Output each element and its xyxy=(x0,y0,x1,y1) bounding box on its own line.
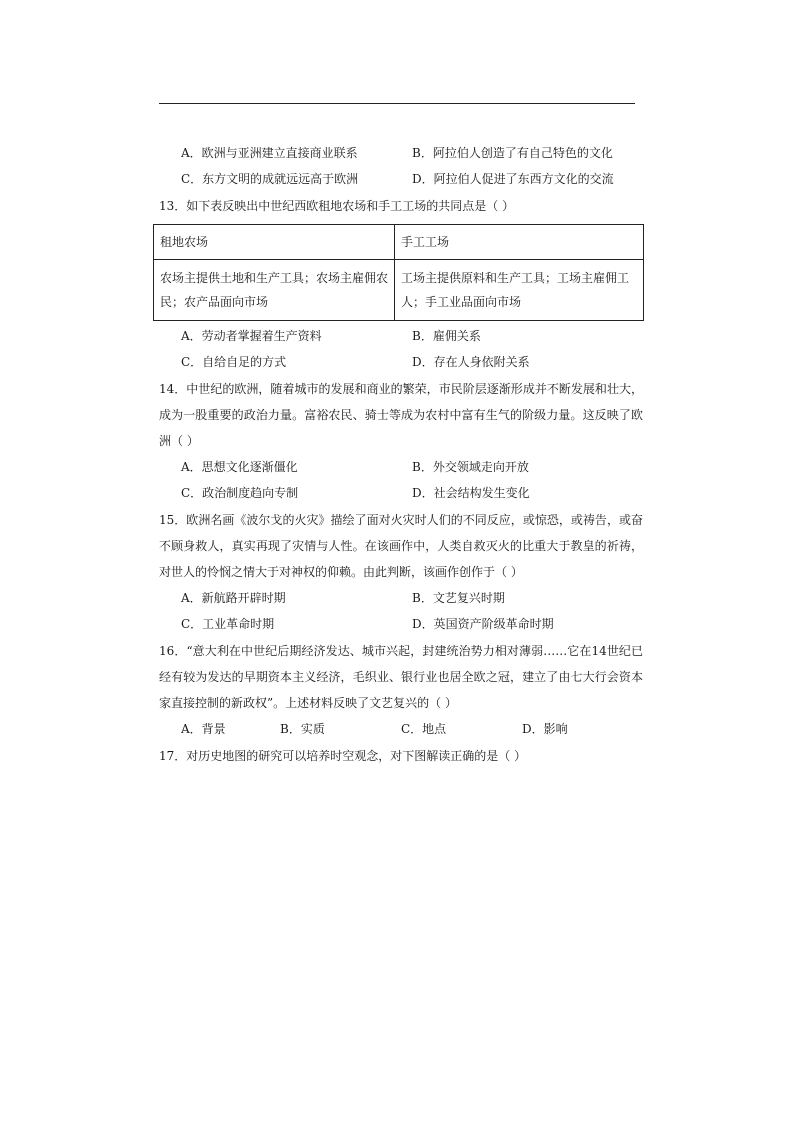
q15-stem: 15．欧洲名画《波尔戈的火灾》描绘了面对火灾时人们的不同反应，或惊恐，或祷告，或奋不顾身救人，真实再现了灾情与人性。在该画作中，人类自救灭火的比重大于教皇的祈祷，对世人的怜悯之情大于对神权的仰赖。由此判断，该画作创作于（ ） xyxy=(159,513,643,579)
q16-options-row xyxy=(159,716,643,742)
q13-comparison-table xyxy=(153,224,644,321)
q15-options-row-2 xyxy=(159,611,643,637)
q14-option-d[interactable]: D．社会结构发生变化 xyxy=(412,486,530,500)
q15-option-a[interactable]: A．新航路开辟时期 xyxy=(181,591,286,605)
q12-option-b[interactable]: B．阿拉伯人创造了有自己特色的文化 xyxy=(412,146,613,160)
table-header-farm: 租地农场 xyxy=(154,225,395,260)
table-cell-workshop: 工场主提供原料和生产工具；工场主雇佣工人；手工业品面向市场 xyxy=(395,260,644,321)
q16-option-b[interactable]: B．实质 xyxy=(280,722,325,736)
q13-option-b[interactable]: B．雇佣关系 xyxy=(412,329,481,343)
q13-options-row-2 xyxy=(159,349,643,375)
table-row xyxy=(154,260,644,321)
table-header-row xyxy=(154,225,644,260)
q13-option-c[interactable]: C．自给自足的方式 xyxy=(181,355,287,369)
q14-stem: 14．中世纪的欧洲，随着城市的发展和商业的繁荣，市民阶层逐渐形成并不断发展和壮大，成为一股重要的政治力量。富裕农民、骑士等成为农村中富有生气的阶级力量。这反映了欧洲（ ） xyxy=(159,382,643,448)
q14-option-c[interactable]: C．政治制度趋向专制 xyxy=(181,486,299,500)
q13-options-row-1 xyxy=(159,323,643,349)
q16-option-c[interactable]: C．地点 xyxy=(401,722,447,736)
q16-stem: 16．“意大利在中世纪后期经济发达、城市兴起，封建统治势力相对薄弱……它在14世纪已经有较为发达的早期资本主义经济，毛织业、银行业也居全欧之冠，建立了由七大行会资本家直接控制的新政权”。上述材料反映了文艺复兴的（ ） xyxy=(159,644,643,710)
q15-option-b[interactable]: B．文艺复兴时期 xyxy=(412,591,505,605)
q12-option-a[interactable]: A．欧洲与亚洲建立直接商业联系 xyxy=(181,146,358,160)
q17-stem: 17．对历史地图的研究可以培养时空观念，对下图解读正确的是（ ） xyxy=(159,749,527,763)
q15-options-row-1 xyxy=(159,585,643,611)
q12-options-row-2 xyxy=(159,166,643,192)
page-content xyxy=(159,140,643,769)
table-cell-farm: 农场主提供土地和生产工具；农场主雇佣农民；农产品面向市场 xyxy=(154,260,395,321)
header-rule xyxy=(159,103,635,104)
q14-options-row-2 xyxy=(159,480,643,506)
q16-option-a[interactable]: A．背景 xyxy=(181,722,226,736)
q12-option-c[interactable]: C．东方文明的成就远远高于欧洲 xyxy=(181,172,359,186)
q14-option-a[interactable]: A．思想文化逐渐僵化 xyxy=(181,460,298,474)
q14-option-b[interactable]: B．外交领域走向开放 xyxy=(412,460,529,474)
q13-option-a[interactable]: A．劳动者掌握着生产资料 xyxy=(181,329,322,343)
q12-option-d[interactable]: D．阿拉伯人促进了东西方文化的交流 xyxy=(412,172,614,186)
q13-stem: 13．如下表反映出中世纪西欧租地农场和手工工场的共同点是（ ） xyxy=(159,199,515,213)
q15-option-c[interactable]: C．工业革命时期 xyxy=(181,617,275,631)
q16-option-d[interactable]: D．影响 xyxy=(522,722,568,736)
q12-options-row-1 xyxy=(159,140,643,166)
table-header-workshop: 手工工场 xyxy=(395,225,644,260)
q15-option-d[interactable]: D．英国资产阶级革命时期 xyxy=(412,617,554,631)
q13-option-d[interactable]: D．存在人身依附关系 xyxy=(412,355,530,369)
q14-options-row-1 xyxy=(159,454,643,480)
